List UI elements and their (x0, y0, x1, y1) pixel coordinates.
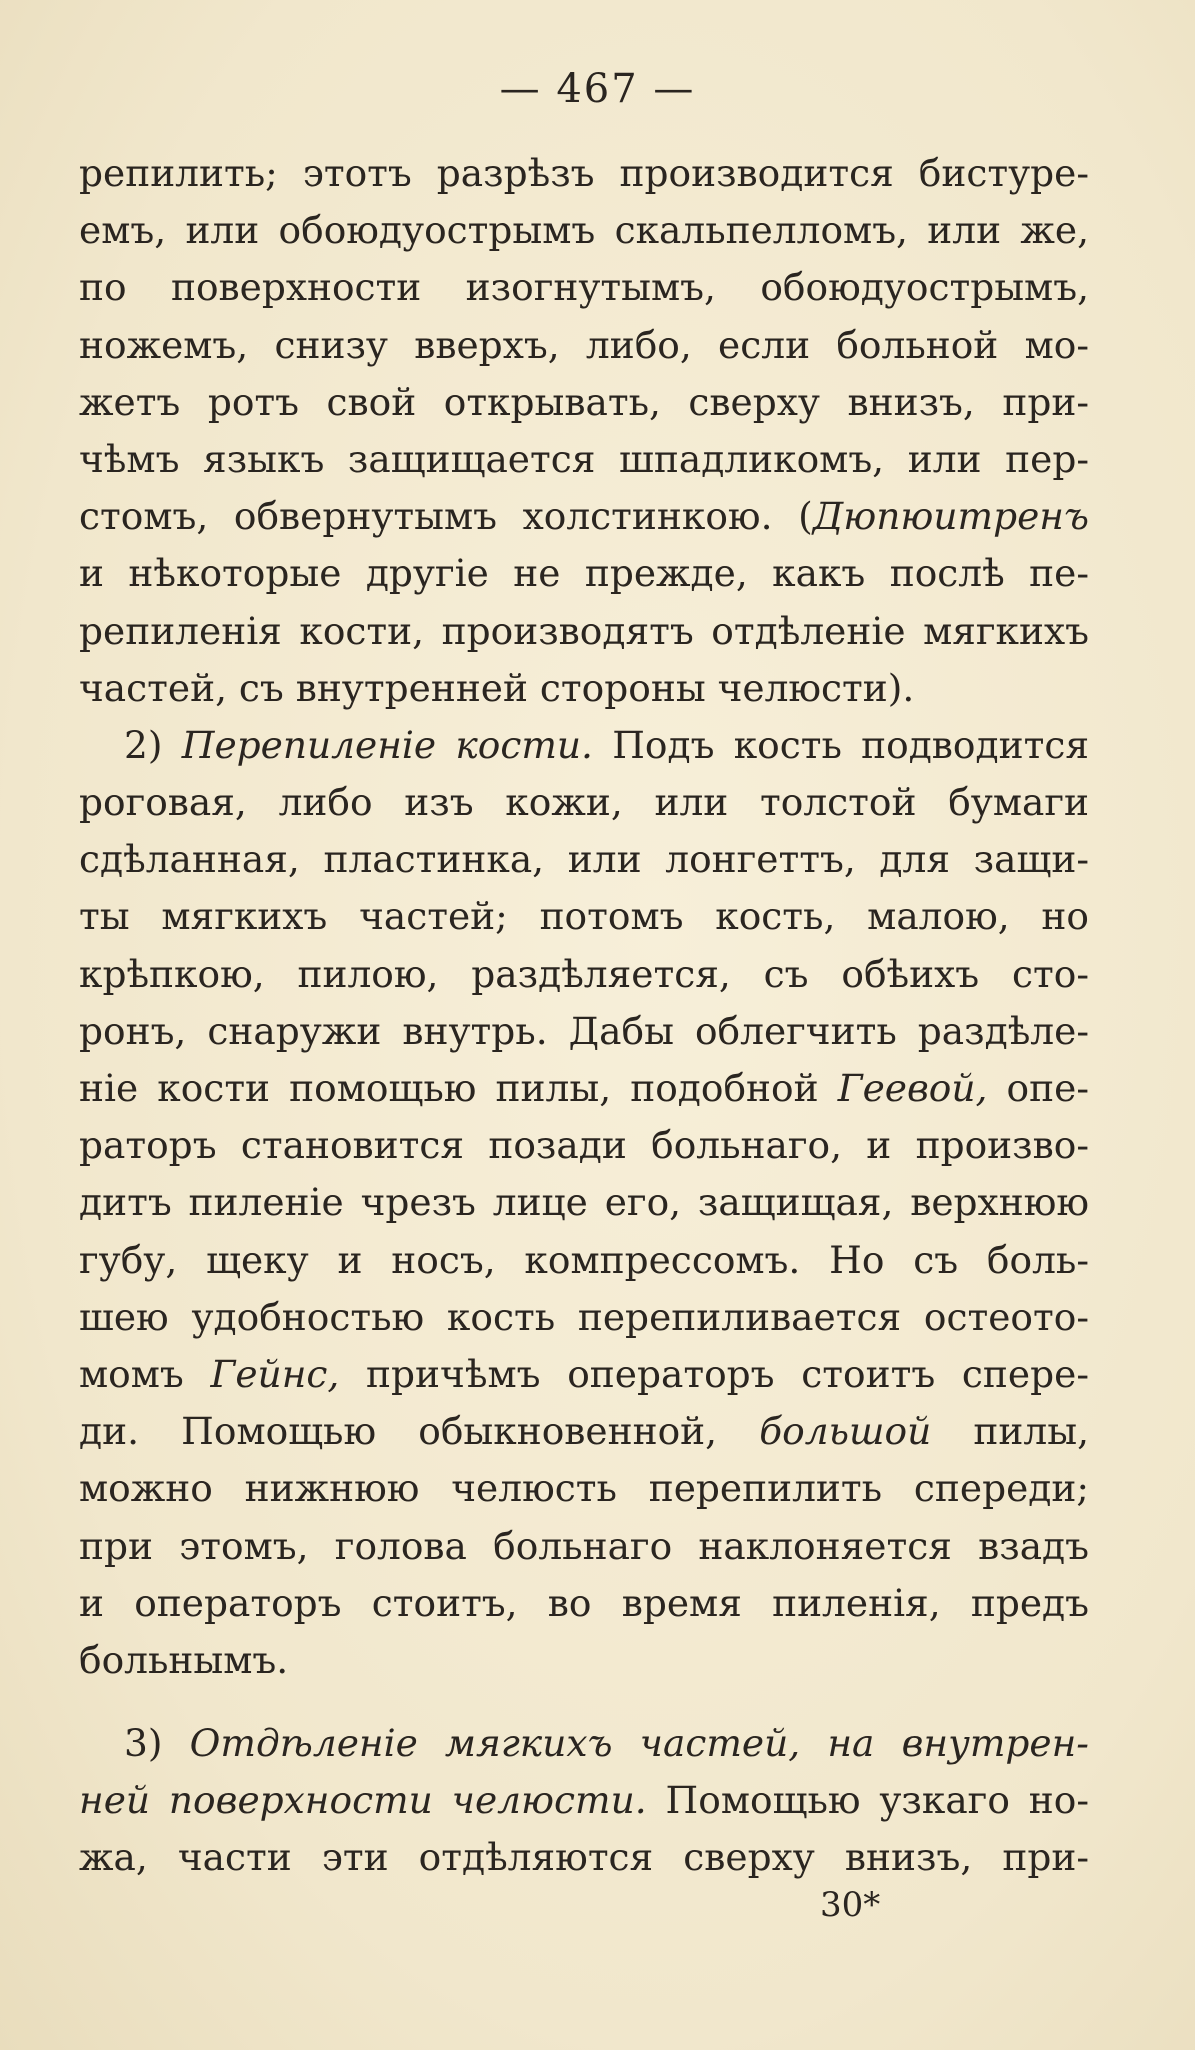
italic-segment: ней поверхности челюсти. (79, 1778, 647, 1823)
text-line (79, 603, 1089, 660)
text-line (79, 1003, 1089, 1060)
text-line (79, 1460, 1089, 1517)
text-segment: 2) (124, 722, 182, 767)
text-segment: и нѣкоторые другіе не прежде, какъ послѣ пе- (79, 551, 1089, 596)
text-segment: дитъ пиленіе чрезъ лице его, защищая, верхнюю (79, 1180, 1089, 1225)
italic-segment: Отдѣленіе мягкихъ частей, на внутрен- (189, 1721, 1089, 1766)
text-line (79, 545, 1089, 602)
text-line (79, 1518, 1089, 1575)
text-line (79, 1829, 1089, 1886)
body-text (79, 145, 1089, 1887)
text-line (79, 1715, 1089, 1772)
text-segment: ніе кости помощью пилы, подобной (79, 1066, 838, 1110)
text-line (79, 1772, 1089, 1829)
text-line (79, 1060, 1089, 1117)
text-segment: ты мягкихъ частей; потомъ кость, малою, но (79, 894, 1089, 939)
text-segment: и операторъ стоитъ, во время пиленія, предъ (79, 1580, 1089, 1625)
text-line (79, 145, 1089, 202)
text-line (79, 1117, 1089, 1174)
text-line (79, 717, 1089, 774)
italic-segment: большой (759, 1409, 932, 1454)
text-segment: шею удобностью кость перепиливается остеото- (79, 1294, 1089, 1339)
text-segment: емъ, или обоюдуострымъ скальпелломъ, или же, (79, 208, 1089, 253)
text-line (79, 774, 1089, 831)
text-segment: роговая, либо изъ кожи, или толстой бумаги (79, 780, 1089, 825)
text-segment: репиленія кости, производятъ отдѣленіе мягкихъ (79, 608, 1089, 653)
text-line (79, 888, 1089, 945)
text-segment: опе- (987, 1066, 1089, 1110)
text-line (79, 488, 1089, 545)
page-number: — 467 — (499, 66, 696, 112)
text-segment: репилить; этотъ разрѣзъ производится бистуре- (79, 151, 1089, 195)
text-segment: жа, части эти отдѣляются сверху внизъ, при- (79, 1835, 1089, 1880)
text-segment: при этомъ, голова больнаго наклоняется взадъ (79, 1523, 1089, 1568)
italic-segment: Гейнс, (210, 1351, 340, 1396)
text-line (79, 374, 1089, 431)
text-line (79, 660, 1089, 717)
text-line (79, 1232, 1089, 1289)
text-segment: момъ (79, 1351, 211, 1396)
text-segment: причѣмъ операторъ стоитъ спере- (339, 1351, 1089, 1396)
text-line (79, 946, 1089, 1003)
text-segment: больнымъ. (79, 1637, 289, 1682)
text-line (79, 1174, 1089, 1231)
text-segment: раторъ становится позади больнаго, и произво- (79, 1123, 1089, 1168)
text-line (79, 1575, 1089, 1632)
text-segment: Помощью узкаго но- (646, 1778, 1089, 1823)
text-segment: частей, съ внутренней стороны челюсти). (79, 665, 915, 710)
text-segment: сдѣланная, пластинка, или лонгеттъ, для защи- (79, 837, 1089, 882)
text-segment: 3) (124, 1721, 190, 1766)
text-line (79, 202, 1089, 259)
text-segment: ножемъ, снизу вверхъ, либо, если больной мо- (79, 322, 1089, 367)
text-line (79, 431, 1089, 488)
text-segment: можно нижнюю челюсть перепилить спереди; (79, 1466, 1089, 1511)
text-segment: губу, щеку и носъ, компрессомъ. Но съ боль- (79, 1237, 1089, 1282)
paragraph-gap (79, 1689, 1089, 1715)
text-line (79, 1632, 1089, 1689)
text-line (79, 317, 1089, 374)
text-line (79, 1346, 1089, 1403)
signature-mark: 30* (820, 1885, 881, 1925)
text-line (79, 1289, 1089, 1346)
text-segment: Подъ кость подводится (592, 722, 1089, 767)
text-segment: пилы, (931, 1409, 1089, 1454)
italic-segment: Дюпюитренъ (812, 494, 1089, 539)
text-segment: жетъ ротъ свой открывать, сверху внизъ, при- (79, 379, 1089, 424)
italic-segment: Геевой, (837, 1066, 988, 1110)
text-line (79, 259, 1089, 316)
italic-segment: Перепиленіе кости. (181, 722, 593, 767)
text-line (79, 831, 1089, 888)
text-segment: стомъ, обвернутымъ холстинкою. ( (79, 494, 813, 539)
text-segment: чѣмъ языкъ защищается шпадликомъ, или пер- (79, 436, 1089, 481)
text-segment: ди. Помощью обыкновенной, (79, 1409, 760, 1454)
text-segment: крѣпкою, пилою, раздѣляется, съ обѣихъ сто- (79, 951, 1089, 996)
text-line (79, 1403, 1089, 1460)
text-segment: ронъ, снаружи внутрь. Дабы облегчить раздѣле- (79, 1008, 1089, 1053)
text-segment: по поверхности изогнутымъ, обоюдуострымъ, (79, 265, 1089, 310)
